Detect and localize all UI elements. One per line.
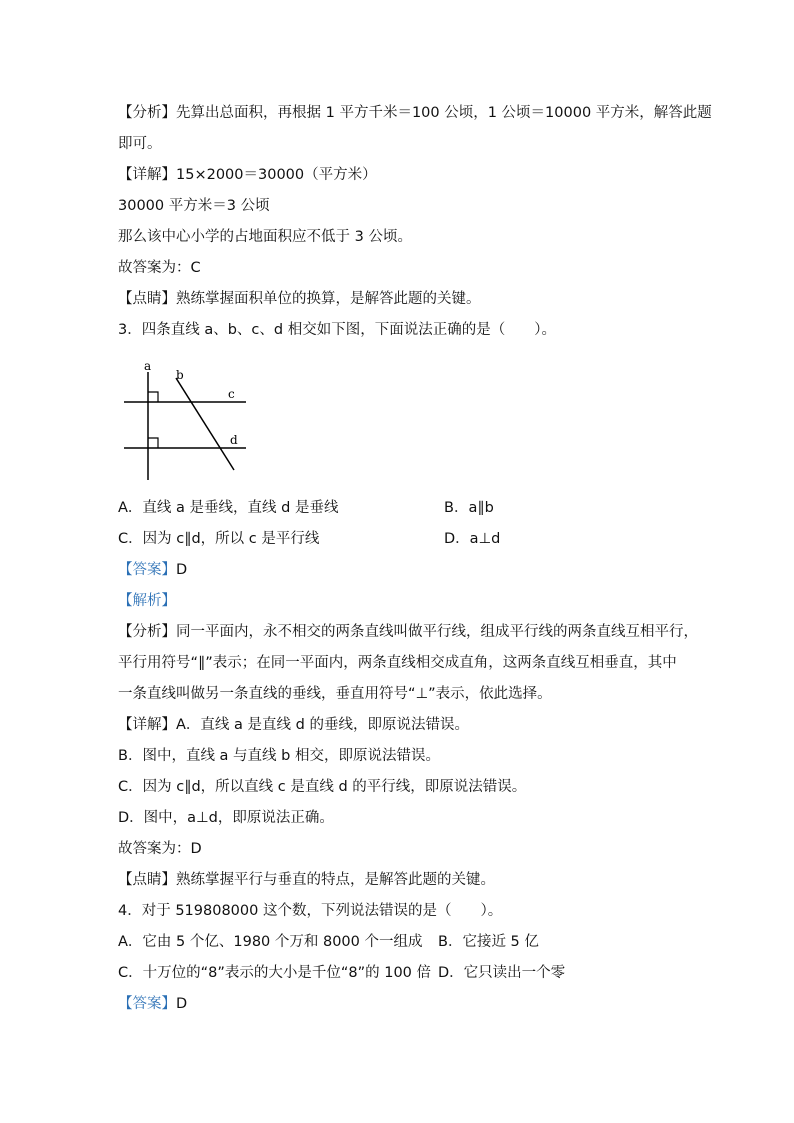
- right-angle-mark-bottom: [148, 438, 158, 448]
- q3-detail-b: B．图中，直线 a 与直线 b 相交，即原说法错误。: [118, 748, 440, 764]
- label-c: c: [228, 387, 235, 401]
- q3-option-b: B．a∥b: [444, 500, 494, 516]
- q3-question: 3．四条直线 a、b、c、d 相交如下图，下面说法正确的是（ ）。: [118, 322, 556, 338]
- label-d: d: [230, 433, 238, 447]
- q2-detail-line2: 30000 平方米＝3 公顷: [118, 198, 270, 214]
- q3-analysis-line1: 【分析】同一平面内，永不相交的两条直线叫做平行线，组成平行线的两条直线互相平行，: [118, 624, 698, 640]
- label-a: a: [144, 359, 152, 373]
- q3-jiexi: 【解析】: [118, 593, 176, 609]
- line-b: [176, 378, 234, 470]
- q2-point: 【点睛】熟练掌握面积单位的换算，是解答此题的关键。: [118, 291, 481, 307]
- q3-analysis-line2: 平行用符号“∥”表示；在同一平面内，两条直线相交成直角，这两条直线互相垂直，其中: [118, 655, 677, 671]
- q2-analysis-line2: 即可。: [118, 136, 162, 152]
- label-b: b: [176, 368, 184, 382]
- q2-answer-line: 故答案为：C: [118, 260, 201, 276]
- q4-option-c: C．十万位的“8”表示的大小是千位“8”的 100 倍: [118, 965, 432, 981]
- q3-option-d: D．a⊥d: [444, 531, 501, 547]
- q3-options-row1: [118, 498, 338, 518]
- q2-analysis-line1: 【分析】先算出总面积，再根据 1 平方千米＝100 公顷，1 公顷＝10000 平方米，解答此题: [118, 105, 712, 121]
- right-angle-mark-top: [148, 392, 158, 402]
- lines-figure: [118, 358, 258, 484]
- q2-detail-line3: 那么该中心小学的占地面积应不低于 3 公顷。: [118, 229, 412, 245]
- q3-option-a: A．直线 a 是垂线，直线 d 是垂线: [118, 500, 339, 516]
- q4-option-a: A．它由 5 个亿、1980 个万和 8000 个一组成: [118, 934, 423, 950]
- q3-detail-a: 【详解】A．直线 a 是直线 d 的垂线，即原说法错误。: [118, 717, 469, 733]
- q3-detail-c: C．因为 c∥d，所以直线 c 是直线 d 的平行线，即原说法错误。: [118, 779, 527, 795]
- q4-question: 4．对于 519808000 这个数，下列说法错误的是（ ）。: [118, 903, 503, 919]
- q3-answer-line: 故答案为：D: [118, 841, 202, 857]
- q2-detail-line1: 【详解】15×2000＝30000（平方米）: [118, 167, 377, 183]
- q4-option-d: D．它只读出一个零: [438, 965, 566, 981]
- q3-analysis-line3: 一条直线叫做另一条直线的垂线，垂直用符号“⊥”表示，依此选择。: [118, 686, 552, 702]
- q4-option-b: B．它接近 5 亿: [438, 934, 539, 950]
- q3-option-c: C．因为 c∥d，所以 c 是平行线: [118, 531, 320, 547]
- q3-answer: 【答案】D: [118, 562, 188, 578]
- q3-detail-d: D．图中，a⊥d，即原说法正确。: [118, 810, 334, 826]
- q3-point: 【点睛】熟练掌握平行与垂直的特点，是解答此题的关键。: [118, 872, 495, 888]
- q4-answer: 【答案】D: [118, 996, 188, 1012]
